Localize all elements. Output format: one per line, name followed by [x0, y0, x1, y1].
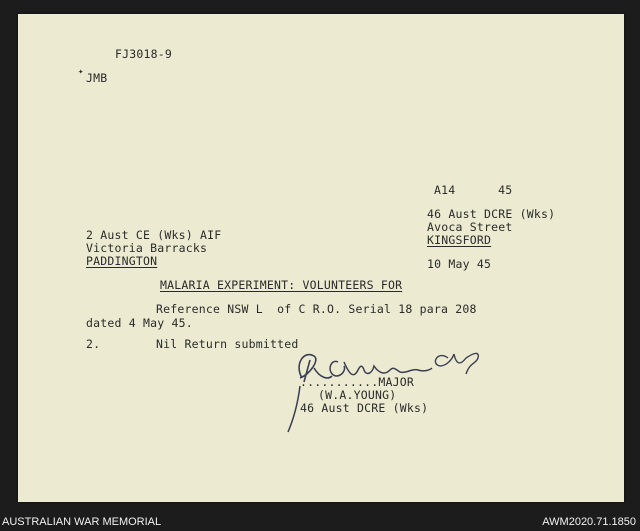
recipient-line-3: PADDINGTON: [86, 254, 158, 268]
pencil-mark-icon: ✦: [78, 67, 84, 77]
sender-line-2: Avoca Street: [427, 220, 513, 234]
footer-institution: AUSTRALIAN WAR MEMORIAL: [2, 516, 162, 528]
signatory-unit: 46 Aust DCRE (Wks): [300, 401, 429, 415]
initials: JMB: [86, 71, 108, 85]
paragraph-number: 2.: [86, 337, 101, 351]
signature-dots-rank: ...........MAJOR: [300, 375, 414, 389]
subject-line: MALARIA EXPERIMENT: VOLUNTEERS FOR: [160, 278, 403, 292]
footer-bar: [0, 513, 640, 531]
paragraph-text: Nil Return submitted: [156, 337, 299, 351]
recipient-line-2: Victoria Barracks: [86, 241, 208, 255]
sender-line-3: KINGSFORD: [427, 233, 492, 247]
recipient-line-1: 2 Aust CE (Wks) AIF: [86, 228, 222, 242]
reference-date-line: dated 4 May 45.: [86, 316, 193, 330]
signatory-name: (W.A.YOUNG): [318, 388, 397, 402]
letter-date: 10 May 45: [427, 257, 492, 271]
reference-code: A14 45: [434, 183, 513, 197]
footer-accession-number: AWM2020.71.1850: [542, 516, 636, 528]
reference-line: Reference NSW L of C R.O. Serial 18 para 208: [156, 302, 477, 316]
file-reference: FJ3018-9: [115, 47, 172, 61]
sender-line-1: 46 Aust DCRE (Wks): [427, 207, 556, 221]
